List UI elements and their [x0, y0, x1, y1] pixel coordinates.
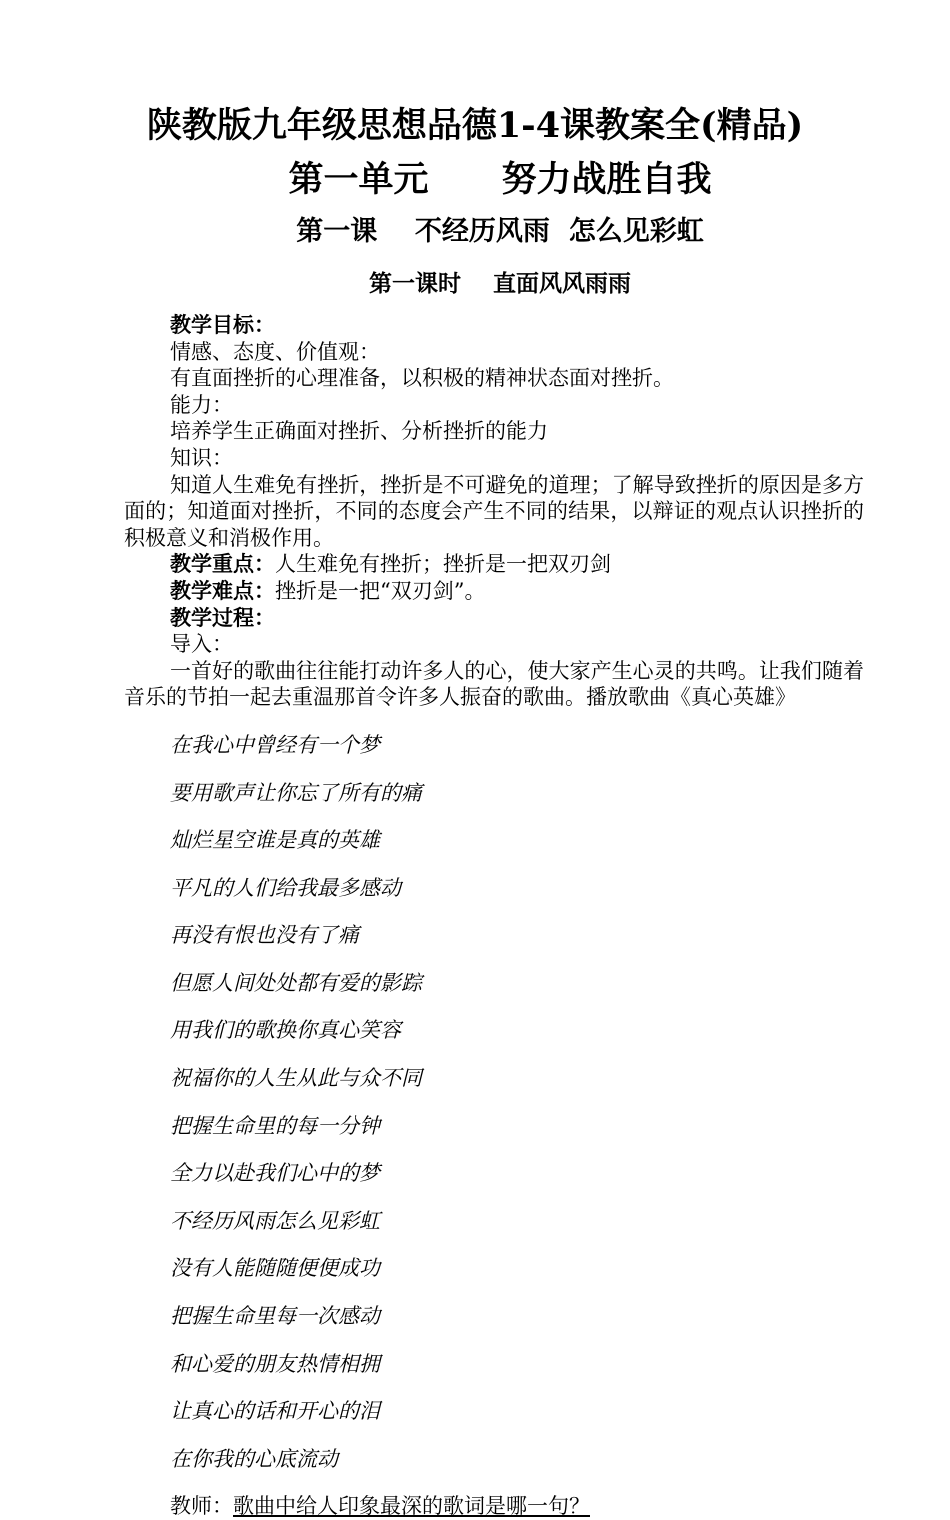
difficulty-line: [124, 578, 864, 605]
knowledge-label: 知识：: [170, 445, 233, 470]
ability-text: 培养学生正确面对挫折、分析挫折的能力: [170, 419, 548, 444]
lyric-line: 灿烂星空谁是真的英雄: [170, 828, 380, 853]
objectives-heading: 教学目标：: [170, 312, 275, 337]
lyric-line: 在我心中曾经有一个梦: [170, 732, 380, 757]
lyric-line: 再没有恨也没有了痛: [170, 923, 359, 948]
intro-paragraph: 一首好的歌曲往往能打动许多人的心，使大家产生心灵的共鸣。让我们随着音乐的节拍一起去重温那首令许多人振奋的歌曲。播放歌曲《真心英雄》: [124, 658, 864, 710]
lyric-line: 让真心的话和开心的泪: [170, 1399, 380, 1424]
key-points-line: [124, 551, 864, 578]
teacher-label: 教师：: [170, 1494, 233, 1519]
knowledge-paragraph: 知道人生难免有挫折，挫折是不可避免的道理；了解导致挫折的原因是多方面的；知道面对挫折，不同的态度会产生不同的结果，以辩证的观点认识挫折的积极意义和消极作用。: [124, 472, 864, 550]
lyric-line: 把握生命里的每一分钟: [170, 1113, 380, 1138]
lyric-line: 用我们的歌换你真心笑容: [170, 1018, 401, 1043]
emotion-label: 情感、态度、价值观：: [170, 339, 380, 364]
period-title: 第一课时 直面风风雨雨: [368, 270, 632, 297]
process-heading: 教学过程：: [170, 604, 275, 630]
lyric-line: 全力以赴我们心中的梦: [170, 1161, 380, 1186]
key-points-label: 教学重点：: [170, 551, 275, 577]
teacher-line: [124, 1493, 864, 1520]
difficulty-text: 挫折是一把“双刃剑”。: [275, 578, 486, 603]
key-points-text: 人生难免有挫折；挫折是一把双刃剑: [275, 552, 611, 577]
lyrics-block: [124, 732, 864, 1473]
lyric-line: 要用歌声让你忘了所有的痛: [170, 780, 422, 805]
unit-title: 第一单元 努力战胜自我: [288, 159, 712, 200]
difficulty-label: 教学难点：: [170, 577, 275, 603]
lyric-line: 没有人能随随便便成功: [170, 1256, 380, 1281]
lyric-line: 和心爱的朋友热情相拥: [170, 1351, 380, 1376]
lyric-line: 不经历风雨怎么见彩虹: [170, 1208, 380, 1233]
lyric-line: 但愿人间处处都有爱的影踪: [170, 970, 422, 995]
teacher-question: 歌曲中给人印象最深的歌词是哪一句？: [233, 1494, 590, 1519]
intro-label: 导入：: [170, 632, 233, 657]
lyric-line: 在你我的心底流动: [170, 1446, 338, 1471]
lyric-line: 把握生命里每一次感动: [170, 1304, 380, 1329]
emotion-text: 有直面挫折的心理准备，以积极的精神状态面对挫折。: [170, 366, 674, 391]
lyric-line: 平凡的人们给我最多感动: [170, 875, 401, 900]
ability-label: 能力：: [170, 392, 233, 417]
document-body: [124, 312, 864, 1520]
lesson-title: 第一课 不经历风雨 怎么见彩虹: [296, 216, 704, 247]
lyric-line: 祝福你的人生从此与众不同: [170, 1066, 422, 1091]
document-title: 陕教版九年级思想品德1-4课教案全(精品): [146, 105, 804, 146]
